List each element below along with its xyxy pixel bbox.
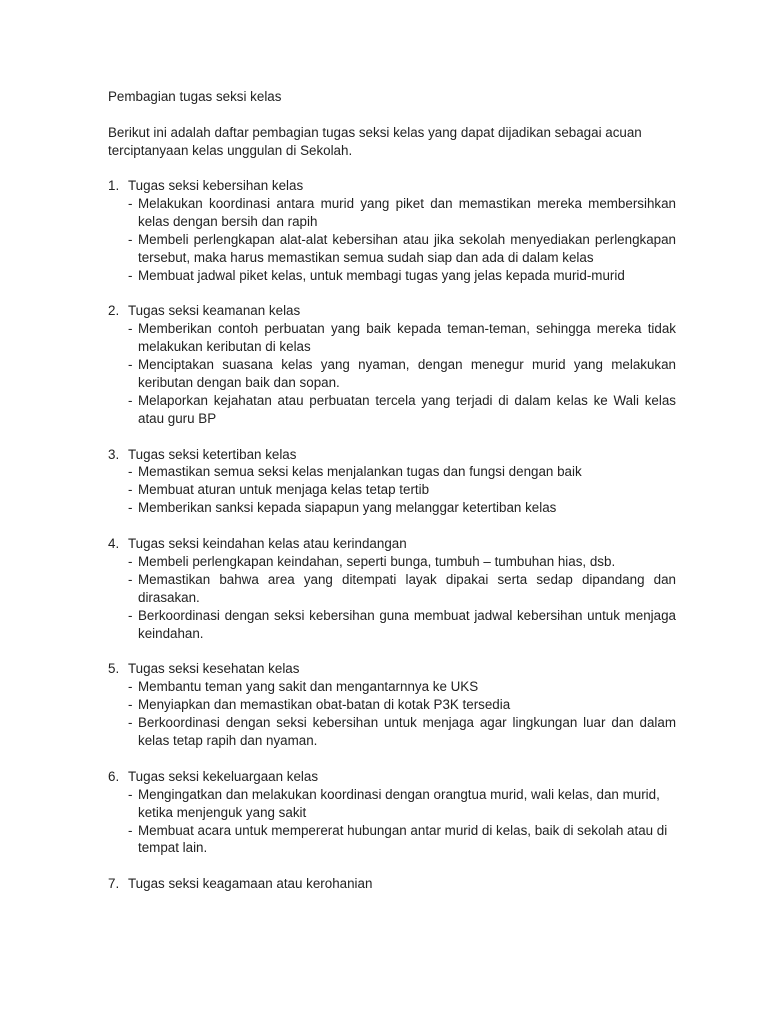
section-list (108, 177, 676, 911)
list-item-text: Membuat aturan untuk menjaga kelas tetap tertib (138, 482, 430, 498)
section-title: Tugas seksi keindahan kelas atau kerindangan (128, 536, 407, 552)
list-item (108, 392, 676, 428)
section-title: Tugas seksi kebersihan kelas (128, 178, 304, 193)
section-number: 1. (108, 178, 120, 193)
document-title: Pembagian tugas seksi kelas (108, 89, 282, 104)
list-item-text: Memberikan contoh perbuatan yang baik kepada teman-teman, sehingga mereka tidak melakukan keributan di kelas (138, 321, 676, 355)
dash-bullet: - (128, 500, 133, 516)
list-item (108, 195, 676, 231)
section-kebersihan (108, 177, 676, 284)
list-item (108, 714, 676, 750)
dash-bullet: - (128, 321, 133, 337)
section-heading (108, 302, 676, 320)
list-item-text: Membeli perlengkapan keindahan, seperti bunga, tumbuh – tumbuhan hias, dsb. (138, 553, 616, 569)
section-title: Tugas seksi ketertiban kelas (128, 446, 297, 462)
list-item (108, 696, 676, 714)
section-keagamaan (108, 875, 676, 893)
section-items (108, 463, 676, 517)
section-number: 7. (108, 876, 120, 892)
list-item-text: Memberikan sanksi kepada siapapun yang melanggar ketertiban kelas (138, 500, 557, 516)
list-item-text: Membuat acara untuk mempererat hubungan antar murid di kelas, baik di sekolah atau di tempat lain. (138, 822, 668, 856)
section-kekeluargaan (108, 768, 676, 858)
list-item-text: Melakukan koordinasi antara murid yang piket dan memastikan mereka membersihkan kelas dengan bersih dan rapih (138, 195, 676, 229)
dash-bullet: - (128, 231, 133, 247)
list-item-text: Membuat jadwal piket kelas, untuk membagi tugas yang jelas kepada murid-murid (138, 267, 625, 283)
dash-bullet: - (128, 786, 133, 802)
section-keindahan (108, 535, 676, 642)
list-item-text: Memastikan semua seksi kelas menjalankan tugas dan fungsi dengan baik (138, 464, 582, 480)
section-number: 2. (108, 303, 120, 319)
section-items (108, 195, 676, 285)
list-item (108, 822, 676, 858)
section-heading (108, 177, 676, 195)
list-item (108, 481, 676, 499)
dash-bullet: - (128, 679, 133, 695)
list-item (108, 356, 676, 392)
list-item (108, 499, 676, 517)
section-heading (108, 768, 676, 786)
section-number: 3. (108, 446, 120, 462)
list-item (108, 231, 676, 267)
dash-bullet: - (128, 553, 133, 569)
list-item-text: Membantu teman yang sakit dan mengantarnnya ke UKS (138, 679, 479, 695)
section-number: 6. (108, 768, 120, 784)
list-item-text: Menciptakan suasana kelas yang nyaman, dengan menegur murid yang melakukan keributan dengan baik dan sopan. (138, 357, 676, 390)
dash-bullet: - (128, 822, 133, 838)
list-item (108, 678, 676, 696)
dash-bullet: - (128, 357, 133, 373)
section-items (108, 320, 676, 427)
list-item (108, 463, 676, 481)
dash-bullet: - (128, 392, 133, 408)
list-item (108, 267, 676, 285)
section-title: Tugas seksi kekeluargaan kelas (128, 768, 319, 784)
dash-bullet: - (128, 571, 133, 587)
list-item-text: Membeli perlengkapan alat-alat kebersihan atau jika sekolah menyediakan perlengkapan tersebut, maka harus memastikan semua sudah siap dan ada di dalam kelas (138, 231, 676, 265)
list-item (108, 786, 676, 822)
section-keamanan (108, 302, 676, 427)
list-item (108, 553, 676, 571)
section-items (108, 553, 676, 643)
dash-bullet: - (128, 195, 133, 211)
section-heading (108, 446, 676, 464)
section-title: Tugas seksi kesehatan kelas (128, 661, 300, 677)
list-item-text: Menyiapkan dan memastikan obat-batan di kotak P3K tersedia (138, 697, 511, 713)
section-kesehatan (108, 660, 676, 750)
list-item (108, 607, 676, 643)
list-item-text: Berkoordinasi dengan seksi kebersihan guna membuat jadwal kebersihan untuk menjaga keindahan. (138, 607, 676, 641)
section-items (108, 678, 676, 750)
section-items (108, 786, 676, 858)
list-item-text: Mengingatkan dan melakukan koordinasi dengan orangtua murid, wali kelas, dan murid, ketika menjenguk yang sakit (138, 786, 660, 820)
dash-bullet: - (128, 715, 133, 731)
list-item-text: Melaporkan kejahatan atau perbuatan tercela yang terjadi di dalam kelas ke Wali kelas atau guru BP (138, 392, 676, 426)
section-ketertiban (108, 446, 676, 518)
section-heading (108, 535, 676, 553)
section-heading (108, 875, 676, 893)
list-item (108, 320, 676, 356)
dash-bullet: - (128, 267, 133, 283)
section-title: Tugas seksi keagamaan atau kerohanian (128, 876, 373, 892)
intro-paragraph: Berikut ini adalah daftar pembagian tugas seksi kelas yang dapat dijadikan sebagai acuan terciptanyaan kelas unggulan di Sekolah. (108, 125, 642, 158)
dash-bullet: - (128, 482, 133, 498)
dash-bullet: - (128, 607, 133, 623)
list-item-text: Berkoordinasi dengan seksi kebersihan untuk menjaga agar lingkungan luar dan dalam kelas tetap rapih dan nyaman. (138, 715, 676, 749)
section-number: 4. (108, 536, 120, 552)
list-item-text: Memastikan bahwa area yang ditempati layak dipakai serta sedap dipandang dan dirasakan. (138, 571, 676, 605)
dash-bullet: - (128, 697, 133, 713)
section-heading (108, 660, 676, 678)
section-number: 5. (108, 661, 120, 677)
section-title: Tugas seksi keamanan kelas (128, 303, 301, 319)
list-item (108, 571, 676, 607)
dash-bullet: - (128, 464, 133, 480)
